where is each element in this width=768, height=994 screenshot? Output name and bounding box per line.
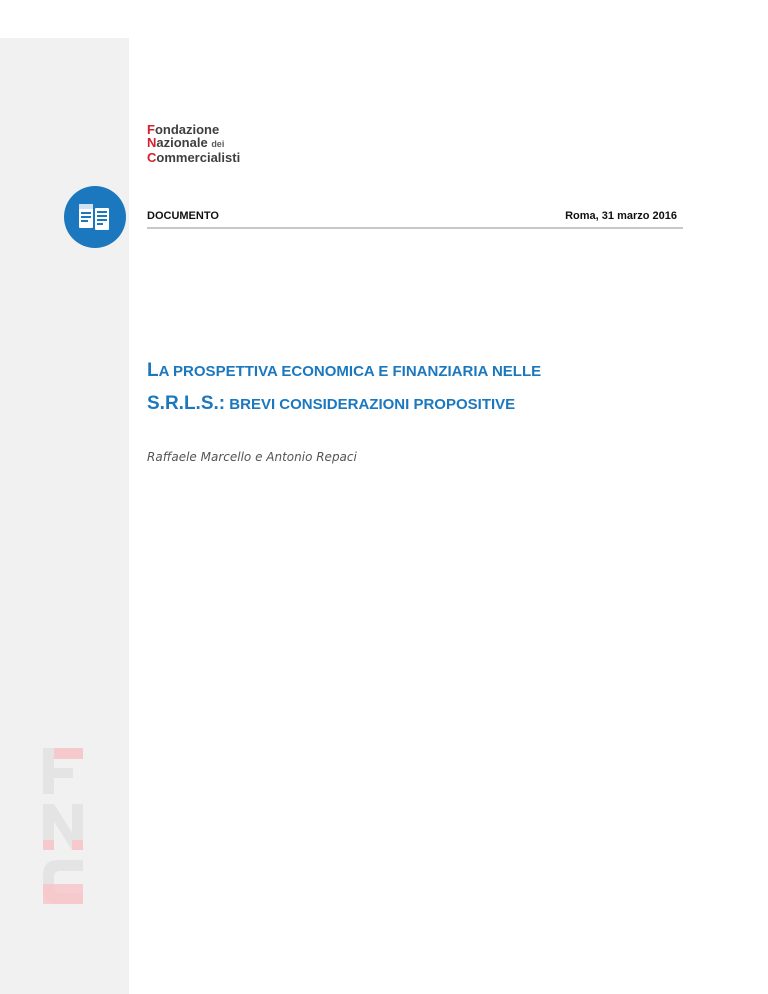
logo-text-dei: dei [211, 139, 225, 149]
logo-line-commercialisti [147, 151, 240, 164]
logo-line-nazionale [147, 136, 240, 151]
watermark-letter-f [43, 748, 83, 794]
watermark-letter-c [43, 860, 83, 904]
fnc-watermark [40, 748, 86, 908]
logo-initial-c: C [147, 150, 157, 165]
logo-initial-n: N [147, 135, 157, 150]
title-line-2-text: BREVI CONSIDERAZIONI PROPOSITIVE [225, 396, 516, 413]
document-title [147, 355, 687, 421]
authors: Raffaele Marcello e Antonio Repaci [147, 450, 357, 464]
doc-type-label: DOCUMENTO [147, 210, 219, 222]
place-date: Roma, 31 marzo 2016 [565, 210, 677, 222]
title-initial: L [147, 360, 159, 381]
fnc-logo [147, 123, 240, 164]
logo-initial-f: F [147, 122, 155, 137]
title-line-2 [147, 388, 687, 421]
title-acronym: S.R.L.S.: [147, 393, 226, 414]
document-header [147, 210, 683, 229]
logo-text-nazionale: azionale [156, 135, 208, 150]
logo-text-commercialisti: ommercialisti [156, 150, 241, 165]
logo-text-fondazione: ondazione [154, 122, 220, 137]
title-line-1 [147, 355, 687, 388]
title-line-1-text: A PROSPETTIVA ECONOMICA E FINANZIARIA NELLE [158, 363, 542, 380]
watermark-letter-n [43, 804, 83, 850]
documents-icon [64, 186, 126, 248]
